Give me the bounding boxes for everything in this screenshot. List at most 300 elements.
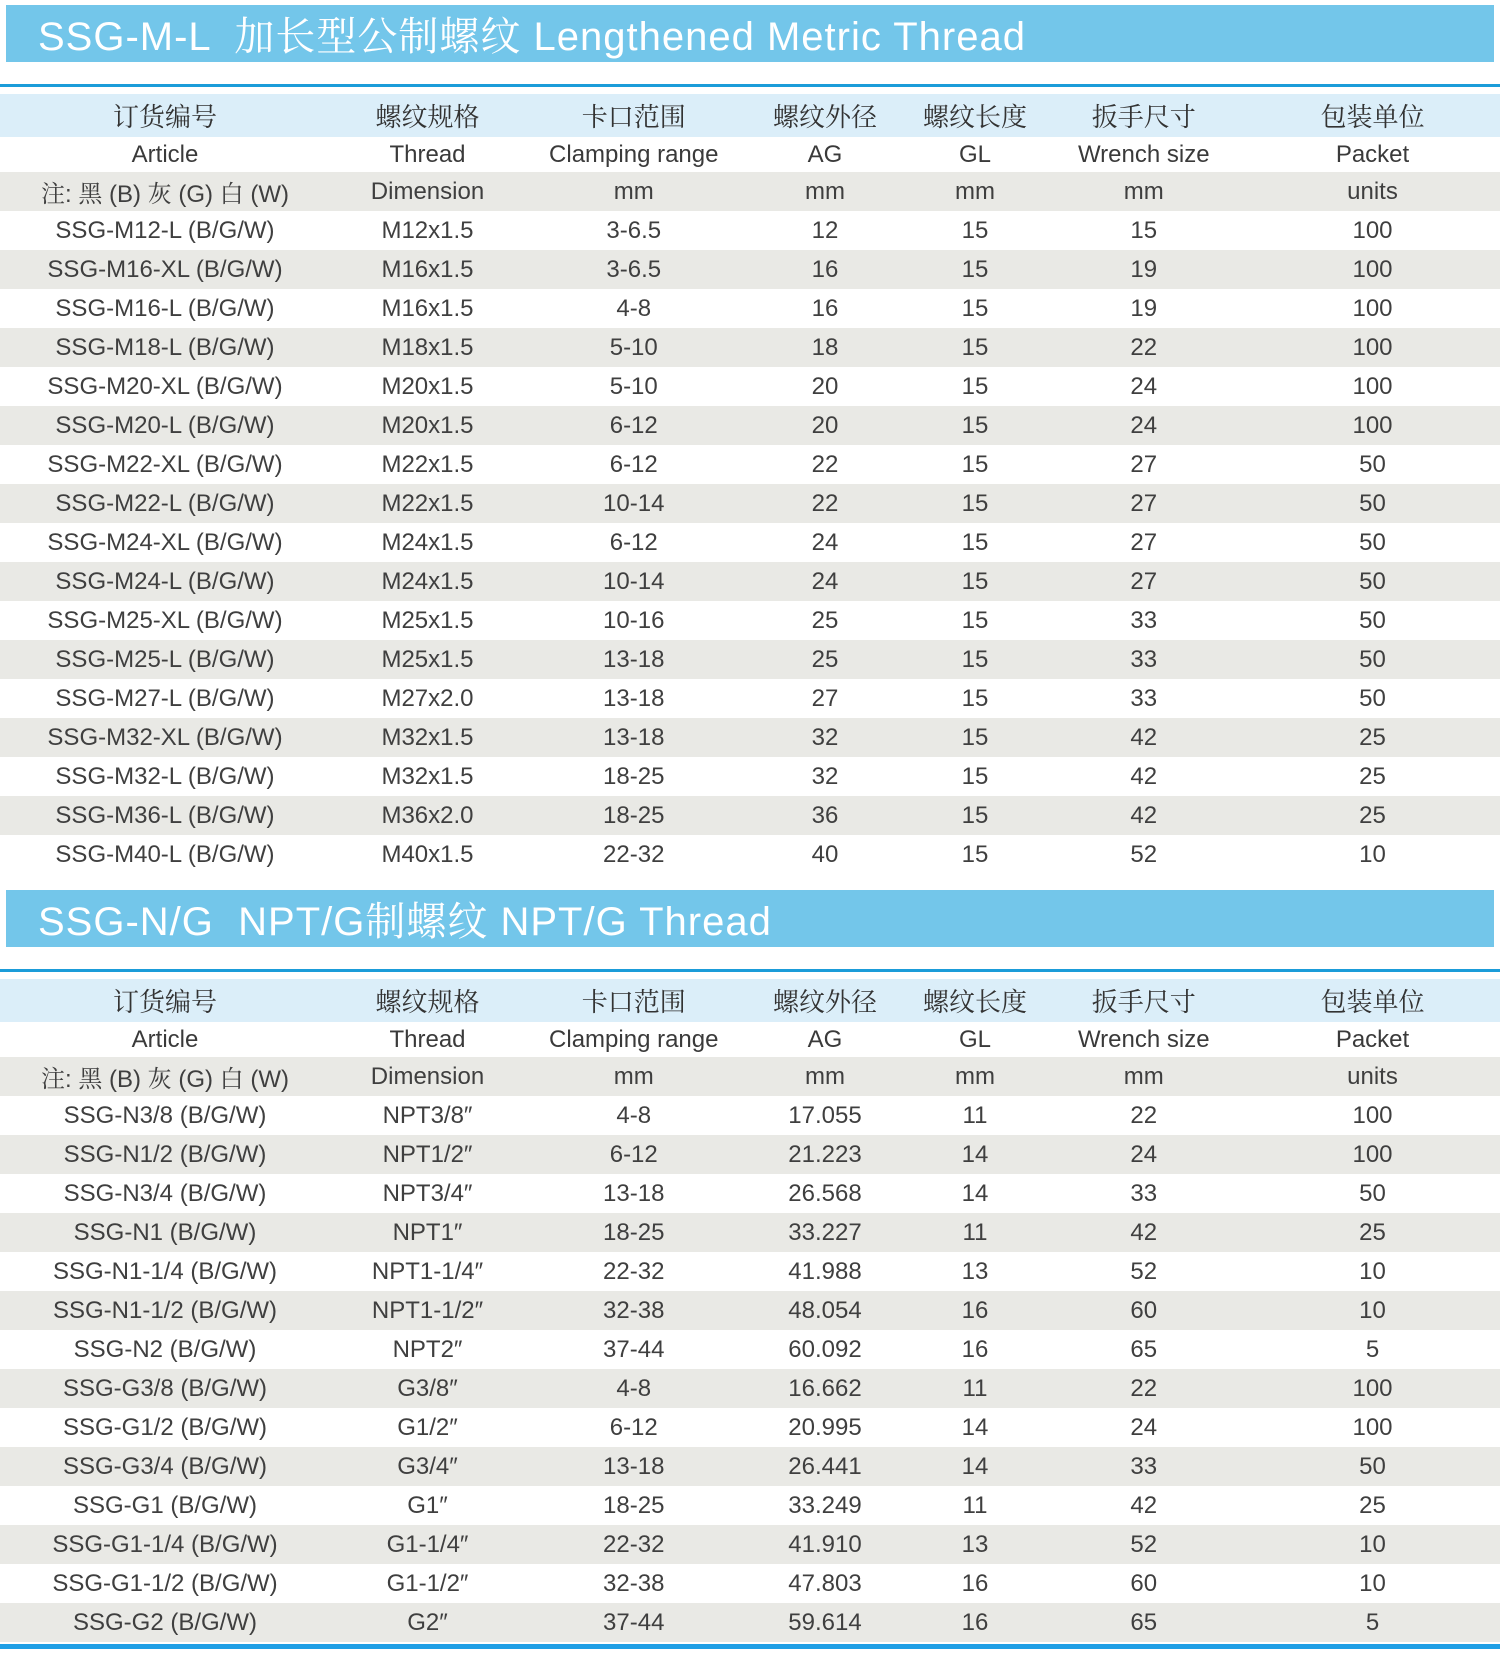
table-cell: 16 <box>908 1603 1043 1642</box>
table-cell: 22-32 <box>525 1525 743 1564</box>
table-cell: NPT3/4″ <box>330 1174 525 1213</box>
table-cell: 50 <box>1245 640 1500 679</box>
table-cell: M18x1.5 <box>330 328 525 367</box>
table-cell: 14 <box>908 1174 1043 1213</box>
table-cell: 13-18 <box>525 1174 743 1213</box>
table-cell: 100 <box>1245 1096 1500 1135</box>
table-cell: M22x1.5 <box>330 445 525 484</box>
table-cell: 10-16 <box>525 601 743 640</box>
table-cell: 42 <box>1043 796 1246 835</box>
table-cell: 15 <box>908 523 1043 562</box>
table-cell: 22 <box>1043 328 1246 367</box>
table-cell: 15 <box>1043 211 1246 250</box>
table-row <box>0 1291 1500 1330</box>
table-cell: 5 <box>1245 1603 1500 1642</box>
table-cell: 5 <box>1245 1330 1500 1369</box>
column-header-zh: 螺纹长度 <box>908 94 1043 137</box>
table-row <box>0 523 1500 562</box>
unit-row <box>0 172 1500 211</box>
table-cell: M16x1.5 <box>330 250 525 289</box>
table-cell: 13 <box>908 1525 1043 1564</box>
table-cell: 20 <box>743 406 908 445</box>
table-cell: 22 <box>1043 1096 1246 1135</box>
table-row <box>0 367 1500 406</box>
column-header-en: Clamping range <box>525 1022 743 1057</box>
table-cell: 42 <box>1043 757 1246 796</box>
table-cell: 6-12 <box>525 406 743 445</box>
table-cell: SSG-M32-L (B/G/W) <box>0 757 330 796</box>
table-row <box>0 1213 1500 1252</box>
column-header-zh: 订货编号 <box>0 94 330 137</box>
table-row <box>0 1330 1500 1369</box>
table-cell: G1-1/2″ <box>330 1564 525 1603</box>
table-cell: 13-18 <box>525 679 743 718</box>
table-cell: 50 <box>1245 601 1500 640</box>
section-title-bar <box>6 5 1494 62</box>
section-title-bar <box>6 890 1494 947</box>
bottom-rule <box>0 1644 1500 1649</box>
table-cell: 100 <box>1245 211 1500 250</box>
table-cell: 32-38 <box>525 1564 743 1603</box>
table-cell: 15 <box>908 601 1043 640</box>
table-cell: SSG-M18-L (B/G/W) <box>0 328 330 367</box>
table-cell: 27 <box>1043 445 1246 484</box>
table-cell: 22 <box>1043 1369 1246 1408</box>
table-cell: 52 <box>1043 1525 1246 1564</box>
column-header-en: Article <box>0 1022 330 1057</box>
divider-rule <box>0 84 1500 87</box>
table-cell: 22 <box>743 484 908 523</box>
table-cell: 12 <box>743 211 908 250</box>
table-cell: SSG-M22-L (B/G/W) <box>0 484 330 523</box>
table-cell: 33 <box>1043 640 1246 679</box>
table-row <box>0 250 1500 289</box>
table-cell: SSG-N1 (B/G/W) <box>0 1213 330 1252</box>
table-cell: 27 <box>1043 523 1246 562</box>
table-cell: SSG-M20-XL (B/G/W) <box>0 367 330 406</box>
table-cell: SSG-M22-XL (B/G/W) <box>0 445 330 484</box>
table-row <box>0 1564 1500 1603</box>
table-cell: 4-8 <box>525 1369 743 1408</box>
table-cell: SSG-M32-XL (B/G/W) <box>0 718 330 757</box>
table-cell: 33 <box>1043 1447 1246 1486</box>
table-cell: 100 <box>1245 328 1500 367</box>
table-cell: 19 <box>1043 289 1246 328</box>
column-header-zh: 螺纹外径 <box>743 979 908 1022</box>
table-cell: 16.662 <box>743 1369 908 1408</box>
table-cell: 50 <box>1245 679 1500 718</box>
divider-rule <box>0 969 1500 972</box>
column-header-en: Thread <box>330 137 525 172</box>
table-cell: SSG-M16-L (B/G/W) <box>0 289 330 328</box>
table-row <box>0 718 1500 757</box>
table-cell: 22-32 <box>525 835 743 874</box>
table-cell: 25 <box>1245 718 1500 757</box>
column-unit: mm <box>908 172 1043 211</box>
table-cell: SSG-G1-1/4 (B/G/W) <box>0 1525 330 1564</box>
table-cell: 22 <box>743 445 908 484</box>
table-cell: G1-1/4″ <box>330 1525 525 1564</box>
table-cell: 100 <box>1245 289 1500 328</box>
table-cell: 10-14 <box>525 562 743 601</box>
table-cell: 10 <box>1245 1291 1500 1330</box>
table-cell: 27 <box>1043 484 1246 523</box>
table-cell: 48.054 <box>743 1291 908 1330</box>
table-row <box>0 640 1500 679</box>
table-cell: 47.803 <box>743 1564 908 1603</box>
table-cell: 16 <box>908 1564 1043 1603</box>
table-cell: 11 <box>908 1486 1043 1525</box>
table-cell: 59.614 <box>743 1603 908 1642</box>
table-cell: 33.249 <box>743 1486 908 1525</box>
table-cell: 13-18 <box>525 640 743 679</box>
table-cell: 33.227 <box>743 1213 908 1252</box>
table-cell: 10 <box>1245 1564 1500 1603</box>
table-cell: 18-25 <box>525 757 743 796</box>
table-cell: NPT1-1/4″ <box>330 1252 525 1291</box>
table-cell: 50 <box>1245 484 1500 523</box>
table-cell: 24 <box>1043 406 1246 445</box>
column-header-en: Packet <box>1245 1022 1500 1057</box>
table-cell: 10-14 <box>525 484 743 523</box>
table-cell: 10 <box>1245 1525 1500 1564</box>
table-cell: 10 <box>1245 1252 1500 1291</box>
table-row <box>0 289 1500 328</box>
column-header-zh: 卡口范围 <box>525 94 743 137</box>
table-cell: 41.910 <box>743 1525 908 1564</box>
table-cell: M32x1.5 <box>330 757 525 796</box>
table-cell: 17.055 <box>743 1096 908 1135</box>
column-header-en: Wrench size <box>1043 137 1246 172</box>
table-row <box>0 1408 1500 1447</box>
table-cell: G2″ <box>330 1603 525 1642</box>
table-cell: 15 <box>908 640 1043 679</box>
table-cell: 50 <box>1245 1174 1500 1213</box>
table-cell: 14 <box>908 1408 1043 1447</box>
column-header-en: Thread <box>330 1022 525 1057</box>
table-cell: M12x1.5 <box>330 211 525 250</box>
column-unit: mm <box>1043 172 1246 211</box>
column-unit: Dimension <box>330 1057 525 1096</box>
table-cell: SSG-M24-XL (B/G/W) <box>0 523 330 562</box>
spec-table-nptg <box>0 979 1500 1642</box>
table-cell: SSG-M24-L (B/G/W) <box>0 562 330 601</box>
column-unit: 注: 黑 (B) 灰 (G) 白 (W) <box>0 172 330 211</box>
column-header-en: GL <box>908 137 1043 172</box>
table-cell: 24 <box>1043 367 1246 406</box>
column-unit: mm <box>1043 1057 1246 1096</box>
catalog-page <box>0 5 1500 1668</box>
table-row <box>0 211 1500 250</box>
table-cell: SSG-N2 (B/G/W) <box>0 1330 330 1369</box>
table-cell: M25x1.5 <box>330 601 525 640</box>
table-cell: 50 <box>1245 445 1500 484</box>
table-cell: NPT3/8″ <box>330 1096 525 1135</box>
table-cell: 15 <box>908 796 1043 835</box>
table-cell: 20 <box>743 367 908 406</box>
table-cell: SSG-G3/4 (B/G/W) <box>0 1447 330 1486</box>
table-row <box>0 796 1500 835</box>
table-cell: 25 <box>1245 796 1500 835</box>
table-row <box>0 1369 1500 1408</box>
table-cell: M25x1.5 <box>330 640 525 679</box>
table-cell: SSG-G2 (B/G/W) <box>0 1603 330 1642</box>
table-cell: NPT1″ <box>330 1213 525 1252</box>
table-cell: M36x2.0 <box>330 796 525 835</box>
column-unit: units <box>1245 1057 1500 1096</box>
table-row <box>0 406 1500 445</box>
table-cell: SSG-M40-L (B/G/W) <box>0 835 330 874</box>
table-cell: 15 <box>908 445 1043 484</box>
table-cell: 37-44 <box>525 1330 743 1369</box>
table-cell: 19 <box>1043 250 1246 289</box>
section-title: SSG-M-L 加长型公制螺纹 Lengthened Metric Thread <box>38 15 1026 59</box>
table-row <box>0 1135 1500 1174</box>
table-cell: SSG-N1-1/4 (B/G/W) <box>0 1252 330 1291</box>
table-cell: 3-6.5 <box>525 211 743 250</box>
table-cell: 14 <box>908 1135 1043 1174</box>
table-cell: SSG-M27-L (B/G/W) <box>0 679 330 718</box>
table-cell: 25 <box>1245 1213 1500 1252</box>
table-cell: 25 <box>743 640 908 679</box>
table-cell: 15 <box>908 835 1043 874</box>
table-cell: SSG-M36-L (B/G/W) <box>0 796 330 835</box>
column-unit: 注: 黑 (B) 灰 (G) 白 (W) <box>0 1057 330 1096</box>
table-cell: SSG-G1/2 (B/G/W) <box>0 1408 330 1447</box>
table-cell: 32 <box>743 757 908 796</box>
table-cell: 100 <box>1245 1135 1500 1174</box>
table-cell: 14 <box>908 1447 1043 1486</box>
table-cell: 21.223 <box>743 1135 908 1174</box>
table-cell: 36 <box>743 796 908 835</box>
table-cell: 16 <box>743 289 908 328</box>
table-cell: 42 <box>1043 718 1246 757</box>
table-row <box>0 445 1500 484</box>
section-nptg-thread <box>0 890 1500 1642</box>
table-cell: 32 <box>743 718 908 757</box>
table-cell: SSG-G1-1/2 (B/G/W) <box>0 1564 330 1603</box>
table-cell: SSG-M25-L (B/G/W) <box>0 640 330 679</box>
table-cell: 100 <box>1245 1408 1500 1447</box>
table-cell: SSG-G3/8 (B/G/W) <box>0 1369 330 1408</box>
column-header-zh: 螺纹外径 <box>743 94 908 137</box>
table-cell: NPT2″ <box>330 1330 525 1369</box>
table-cell: 42 <box>1043 1486 1246 1525</box>
table-cell: 15 <box>908 484 1043 523</box>
table-cell: 20.995 <box>743 1408 908 1447</box>
header-row-en <box>0 1022 1500 1057</box>
column-header-zh: 订货编号 <box>0 979 330 1022</box>
table-cell: 11 <box>908 1213 1043 1252</box>
table-cell: 13-18 <box>525 718 743 757</box>
table-row <box>0 562 1500 601</box>
table-row <box>0 1603 1500 1642</box>
table-cell: 50 <box>1245 523 1500 562</box>
table-row <box>0 1252 1500 1291</box>
table-cell: 33 <box>1043 1174 1246 1213</box>
table-cell: 6-12 <box>525 1135 743 1174</box>
header-row-zh <box>0 94 1500 137</box>
column-header-zh: 螺纹长度 <box>908 979 1043 1022</box>
unit-row <box>0 1057 1500 1096</box>
table-row <box>0 1447 1500 1486</box>
table-cell: SSG-N3/8 (B/G/W) <box>0 1096 330 1135</box>
column-header-en: Wrench size <box>1043 1022 1246 1057</box>
table-cell: 15 <box>908 250 1043 289</box>
table-cell: M22x1.5 <box>330 484 525 523</box>
table-cell: 5-10 <box>525 367 743 406</box>
table-cell: 18-25 <box>525 1486 743 1525</box>
table-cell: 15 <box>908 757 1043 796</box>
table-cell: 18 <box>743 328 908 367</box>
table-cell: SSG-M20-L (B/G/W) <box>0 406 330 445</box>
column-header-en: AG <box>743 137 908 172</box>
column-unit: mm <box>908 1057 1043 1096</box>
table-cell: 26.441 <box>743 1447 908 1486</box>
table-cell: 100 <box>1245 250 1500 289</box>
table-cell: G1/2″ <box>330 1408 525 1447</box>
table-cell: 100 <box>1245 1369 1500 1408</box>
table-cell: 37-44 <box>525 1603 743 1642</box>
table-cell: 11 <box>908 1369 1043 1408</box>
table-cell: 15 <box>908 562 1043 601</box>
table-cell: 11 <box>908 1096 1043 1135</box>
table-cell: 5-10 <box>525 328 743 367</box>
table-cell: 33 <box>1043 679 1246 718</box>
table-row <box>0 679 1500 718</box>
table-row <box>0 1096 1500 1135</box>
column-header-en: AG <box>743 1022 908 1057</box>
table-row <box>0 835 1500 874</box>
table-cell: 40 <box>743 835 908 874</box>
table-cell: 18-25 <box>525 796 743 835</box>
table-cell: 15 <box>908 367 1043 406</box>
table-cell: 24 <box>1043 1408 1246 1447</box>
table-cell: 15 <box>908 679 1043 718</box>
column-unit: mm <box>525 1057 743 1096</box>
table-cell: 6-12 <box>525 445 743 484</box>
table-row <box>0 1525 1500 1564</box>
table-cell: SSG-M16-XL (B/G/W) <box>0 250 330 289</box>
table-cell: M20x1.5 <box>330 406 525 445</box>
table-cell: M32x1.5 <box>330 718 525 757</box>
table-cell: SSG-M12-L (B/G/W) <box>0 211 330 250</box>
table-cell: 3-6.5 <box>525 250 743 289</box>
spec-table-metric <box>0 94 1500 874</box>
table-cell: G3/4″ <box>330 1447 525 1486</box>
column-header-en: Clamping range <box>525 137 743 172</box>
table-cell: 41.988 <box>743 1252 908 1291</box>
table-cell: M16x1.5 <box>330 289 525 328</box>
table-cell: SSG-N1-1/2 (B/G/W) <box>0 1291 330 1330</box>
column-header-zh: 扳手尺寸 <box>1043 979 1246 1022</box>
table-cell: 65 <box>1043 1603 1246 1642</box>
table-cell: M27x2.0 <box>330 679 525 718</box>
column-header-en: Packet <box>1245 137 1500 172</box>
table-row <box>0 1174 1500 1213</box>
table-cell: 16 <box>908 1330 1043 1369</box>
table-cell: 16 <box>743 250 908 289</box>
table-cell: 6-12 <box>525 523 743 562</box>
column-header-zh: 螺纹规格 <box>330 94 525 137</box>
table-cell: 60.092 <box>743 1330 908 1369</box>
table-cell: 4-8 <box>525 1096 743 1135</box>
table-cell: 24 <box>743 562 908 601</box>
header-row-en <box>0 137 1500 172</box>
table-cell: 13 <box>908 1252 1043 1291</box>
table-cell: SSG-M25-XL (B/G/W) <box>0 601 330 640</box>
table-cell: NPT1-1/2″ <box>330 1291 525 1330</box>
table-cell: 24 <box>1043 1135 1246 1174</box>
column-unit: mm <box>743 172 908 211</box>
column-header-zh: 扳手尺寸 <box>1043 94 1246 137</box>
table-cell: 15 <box>908 718 1043 757</box>
table-cell: 25 <box>1245 757 1500 796</box>
table-cell: 18-25 <box>525 1213 743 1252</box>
column-unit: units <box>1245 172 1500 211</box>
table-cell: G1″ <box>330 1486 525 1525</box>
column-unit: mm <box>525 172 743 211</box>
table-cell: M24x1.5 <box>330 523 525 562</box>
table-cell: 6-12 <box>525 1408 743 1447</box>
table-row <box>0 757 1500 796</box>
table-cell: M20x1.5 <box>330 367 525 406</box>
table-cell: 25 <box>743 601 908 640</box>
table-cell: 24 <box>743 523 908 562</box>
table-cell: 42 <box>1043 1213 1246 1252</box>
table-cell: 60 <box>1043 1564 1246 1603</box>
column-header-zh: 螺纹规格 <box>330 979 525 1022</box>
table-cell: 50 <box>1245 562 1500 601</box>
column-header-zh: 包装单位 <box>1245 94 1500 137</box>
table-cell: 33 <box>1043 601 1246 640</box>
table-cell: 13-18 <box>525 1447 743 1486</box>
table-cell: 15 <box>908 289 1043 328</box>
table-row <box>0 601 1500 640</box>
table-row <box>0 1486 1500 1525</box>
table-cell: 65 <box>1043 1330 1246 1369</box>
table-cell: G3/8″ <box>330 1369 525 1408</box>
table-cell: M24x1.5 <box>330 562 525 601</box>
table-cell: 22-32 <box>525 1252 743 1291</box>
table-cell: 100 <box>1245 406 1500 445</box>
table-cell: 27 <box>1043 562 1246 601</box>
table-cell: 32-38 <box>525 1291 743 1330</box>
table-cell: 27 <box>743 679 908 718</box>
section-title: SSG-N/G NPT/G制螺纹 NPT/G Thread <box>38 900 772 944</box>
table-cell: 50 <box>1245 1447 1500 1486</box>
table-cell: 15 <box>908 211 1043 250</box>
column-header-zh: 包装单位 <box>1245 979 1500 1022</box>
table-cell: 100 <box>1245 367 1500 406</box>
table-cell: 26.568 <box>743 1174 908 1213</box>
table-cell: 15 <box>908 406 1043 445</box>
column-unit: mm <box>743 1057 908 1096</box>
column-header-en: Article <box>0 137 330 172</box>
table-cell: SSG-G1 (B/G/W) <box>0 1486 330 1525</box>
table-cell: 4-8 <box>525 289 743 328</box>
table-cell: 60 <box>1043 1291 1246 1330</box>
table-cell: 16 <box>908 1291 1043 1330</box>
header-row-zh <box>0 979 1500 1022</box>
table-row <box>0 328 1500 367</box>
table-row <box>0 484 1500 523</box>
column-header-en: GL <box>908 1022 1043 1057</box>
section-metric-thread <box>0 5 1500 874</box>
column-unit: Dimension <box>330 172 525 211</box>
table-cell: 10 <box>1245 835 1500 874</box>
table-cell: 15 <box>908 328 1043 367</box>
